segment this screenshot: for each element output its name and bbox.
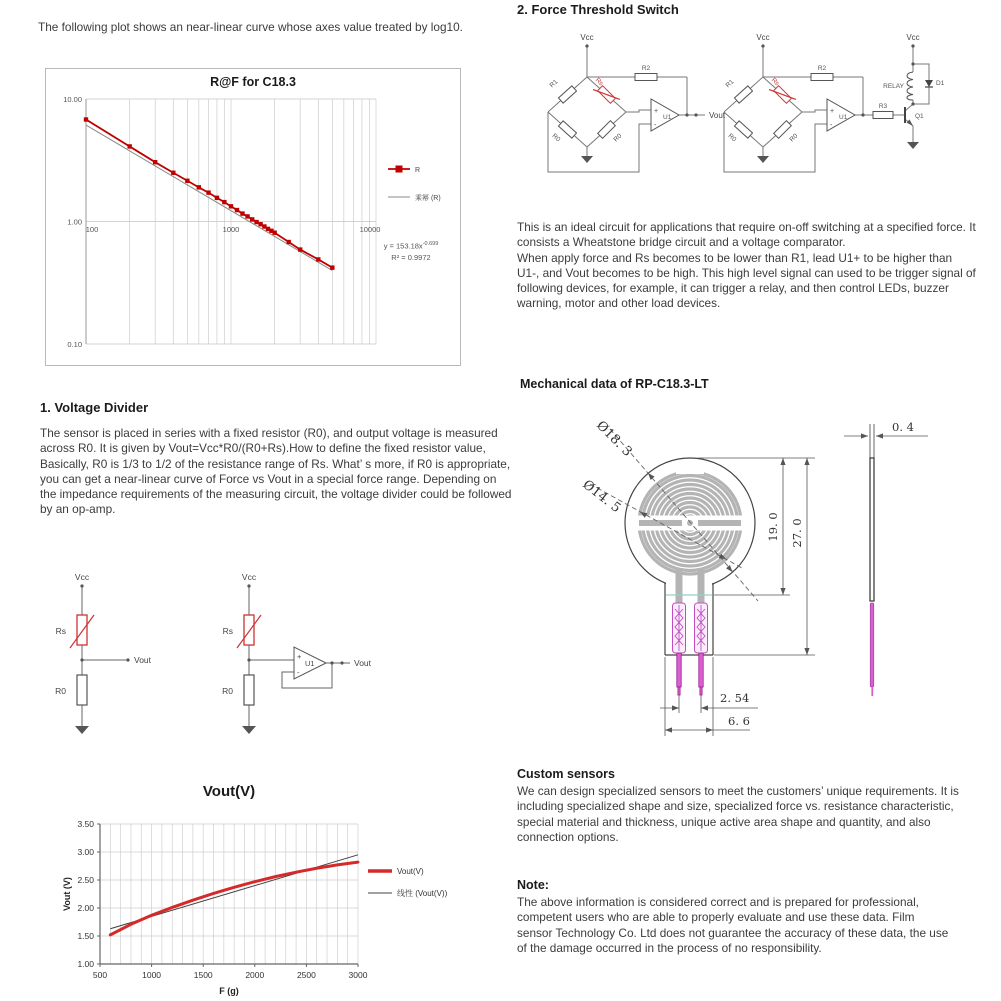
r0-label: R0 [550, 132, 562, 144]
x-tick-label: 100 [85, 225, 99, 234]
resistor-r1-bridge2 [734, 86, 752, 103]
crimp-connectors [673, 603, 708, 653]
resistor-rs-bridge1 [593, 81, 620, 108]
rf-chart [45, 68, 461, 366]
r0-label: R0 [222, 686, 233, 696]
data-marker [229, 204, 233, 208]
x-tick-label: 2000 [245, 970, 265, 980]
data-marker [272, 231, 276, 235]
force-threshold-heading: 2. Force Threshold Switch [517, 2, 679, 17]
paragraph: When apply force and Rs becomes to be lower than R1, lead U1+ to be higher than U1-, and Vout becomes to be high. This high level signal can used to be trigger signal of following devices, for example, it can trigger a relay, and then control LEDs, buzzer warning, motor and other load devices. [517, 250, 976, 311]
y-tick-label: 3.50 [77, 819, 94, 829]
r2-label: R2 [641, 65, 651, 72]
trendline [86, 125, 332, 270]
d1-label: D1 [936, 80, 945, 87]
mechanical-heading: Mechanical data of RP-C18.3-LT [520, 377, 709, 391]
vcc-label: Vcc [241, 572, 257, 582]
note-heading: Note: [517, 878, 549, 892]
legend-label-linear: 线性 (Vout(V)) [397, 889, 448, 898]
dim-pin-pitch: 2. 54 [720, 691, 750, 705]
r2-label: R2 [817, 65, 827, 72]
note-paragraph: The above information is considered correct and is prepared for professional, competent users who are able to properly evaluate and use these data. Film sensor Technology Co. Ltd does not guarantee the accuracy of these data, the use of the damage occurred in the process of no responsibility. [517, 895, 949, 955]
data-marker [197, 185, 201, 189]
custom-sensors-paragraph: We can design specialized sensors to meet the customers’ unique requirements. It is including specialized shape and size, specialized force vs. resistance characteristic, special material and thickness, unique active area shape and quantity, and also connection options. [517, 784, 959, 844]
paragraph: This is an ideal circuit for applications that require on-off switching at a specified force. It consists a Wheatstone bridge circuit and a voltage comparator. [517, 220, 976, 250]
y-tick-label: 1.00 [77, 959, 94, 969]
legend-marker-r [396, 166, 403, 173]
equation-exponent: -0.699 [422, 241, 439, 247]
resistor-r0-bridge2-left [734, 121, 752, 138]
data-marker [245, 214, 249, 218]
r1-label: R1 [548, 78, 560, 90]
r1-label: R1 [724, 78, 736, 90]
sensor-bus-bars [639, 520, 741, 526]
data-marker [235, 208, 239, 212]
voltage-divider-paragraph: The sensor is placed in series with a fixed resistor (R0), and output voltage is measured across R0. It is given by Vout=Vcc*R0/(R0+Rs).How to define the fixed resistor value, Basically, R0 is 1/3 to 1/2 of the resistance range of Rs. What’ s more, if R0 is appropriate, you can get a near-linear curve of Force vs Vout in a special force range. Depending on the impedance requirements of the measuring circuit, the voltage divider could be followed by an op-amp. [40, 426, 512, 517]
y-tick-label: 2.00 [77, 903, 94, 913]
rs-label: Rs [593, 76, 605, 88]
data-marker [84, 117, 88, 121]
data-marker [215, 196, 219, 200]
r0-label: R0 [788, 132, 800, 144]
rf-chart-plot [46, 69, 460, 365]
data-marker [222, 200, 226, 204]
data-marker [316, 257, 320, 261]
r3-label: R3 [878, 103, 888, 110]
ground-symbol [75, 726, 89, 734]
rf-trendline-equation [361, 239, 461, 263]
x-tick-label: 3000 [348, 970, 368, 980]
u1-label: U1 [305, 659, 315, 668]
custom-sensors-heading: Custom sensors [517, 767, 615, 781]
y-tick-label: 0.10 [67, 339, 82, 349]
vout-label: Vout [134, 655, 152, 665]
force-threshold-circuits-diagram [515, 22, 1001, 194]
resistor-r0-bridge1-left [558, 121, 576, 138]
side-view-profile [870, 424, 874, 696]
data-marker [298, 247, 302, 251]
dim-outer-diameter: Ø18. 3 [593, 418, 635, 460]
force-threshold-paragraphs [517, 220, 977, 312]
rf-chart-title: R@F for C18.3 [210, 75, 296, 89]
vout-label: Vout [354, 658, 372, 668]
y-tick-label: 2.50 [77, 875, 94, 885]
resistor-r2-circuit1 [635, 74, 657, 81]
opamp-minus: - [830, 122, 833, 129]
data-marker [153, 160, 157, 164]
relay-label: RELAY [883, 83, 904, 90]
voltage-divider-circuits-diagram [40, 558, 440, 753]
x-tick-label: 1000 [222, 225, 240, 234]
opamp-plus: + [297, 652, 302, 661]
ground-symbol [242, 726, 256, 734]
vout-chart [40, 776, 505, 1001]
vout-chart-title: Vout(V) [202, 783, 256, 800]
vout-label: Vout [709, 111, 726, 120]
y-tick-label: 1.50 [77, 931, 94, 941]
data-marker [330, 265, 334, 269]
dim-total-height: 27. 0 [790, 518, 804, 548]
relay-coil [907, 72, 913, 100]
vcc-label: Vcc [906, 33, 920, 42]
resistor-rs-bridge2 [769, 81, 796, 108]
y-tick-label: 10.00 [63, 94, 82, 104]
vcc-label: Vcc [74, 572, 90, 582]
r0-label: R0 [612, 132, 624, 144]
x-tick-label: 2500 [296, 970, 316, 980]
opamp-plus: + [654, 108, 659, 115]
dim-inner-diameter: Ø14. 5 [580, 477, 624, 517]
r0-label: R0 [726, 132, 738, 144]
rs-label: Rs [769, 76, 781, 88]
rs-label: Rs [55, 626, 66, 636]
ground-symbol [581, 156, 593, 163]
dim-tail-width: 6. 6 [728, 714, 750, 728]
ground-symbol [907, 142, 919, 149]
legend-label-r: R [415, 167, 421, 174]
opamp-minus: - [297, 668, 300, 677]
data-marker [250, 217, 254, 221]
resistor-r1-bridge1 [558, 86, 576, 103]
resistor-r0-bridge2-right [774, 121, 792, 139]
intro-text: The following plot shows an near-linear curve whose axes value treated by log10. [38, 20, 463, 34]
data-marker [258, 222, 262, 226]
x-axis-title: F (g) [219, 986, 239, 996]
diode-d1 [925, 80, 933, 87]
data-marker [254, 220, 258, 224]
dim-active-height: 19. 0 [766, 512, 780, 542]
vcc-label: Vcc [756, 33, 770, 42]
rs-label: Rs [222, 626, 233, 636]
sensor-pins [677, 653, 703, 695]
resistor-r2-circuit2 [811, 74, 833, 81]
y-axis-title: Vout (V) [62, 877, 72, 911]
mechanical-drawing [580, 396, 1001, 761]
voltage-divider-heading: 1. Voltage Divider [40, 400, 149, 415]
u1-label: U1 [663, 114, 672, 121]
resistor-rs [77, 615, 87, 645]
emitter-arrow [907, 120, 914, 127]
data-marker [127, 144, 131, 148]
resistor-r0 [77, 675, 87, 705]
data-marker [240, 211, 244, 215]
resistor-r3 [873, 112, 893, 119]
x-tick-label: 500 [92, 970, 108, 980]
data-marker [206, 190, 210, 194]
opamp-minus: - [654, 122, 657, 129]
dim-thickness: 0. 4 [892, 420, 914, 434]
x-tick-label: 1500 [193, 970, 213, 980]
ground-symbol [757, 156, 769, 163]
legend-label-trendline: 乘幂 (R) [415, 195, 441, 202]
x-tick-label: 10000 [359, 225, 381, 234]
vcc-label: Vcc [580, 33, 594, 42]
q1-label: Q1 [915, 113, 924, 120]
y-tick-label: 1.00 [67, 217, 82, 227]
r0-label: R0 [55, 686, 66, 696]
r-squared-text: R² = 0.9972 [391, 252, 431, 262]
y-tick-label: 3.00 [77, 847, 94, 857]
x-tick-label: 1000 [142, 970, 162, 980]
resistor-rs [244, 615, 254, 645]
data-marker [287, 240, 291, 244]
legend-label-vout: Vout(V) [397, 867, 424, 876]
data-marker [171, 171, 175, 175]
u1-label: U1 [839, 114, 848, 121]
opamp-plus: + [830, 108, 835, 115]
data-marker [185, 179, 189, 183]
equation-text: y = 153.18x [383, 241, 423, 251]
resistor-r0 [244, 675, 254, 705]
resistor-r0-bridge1-right [598, 121, 616, 139]
